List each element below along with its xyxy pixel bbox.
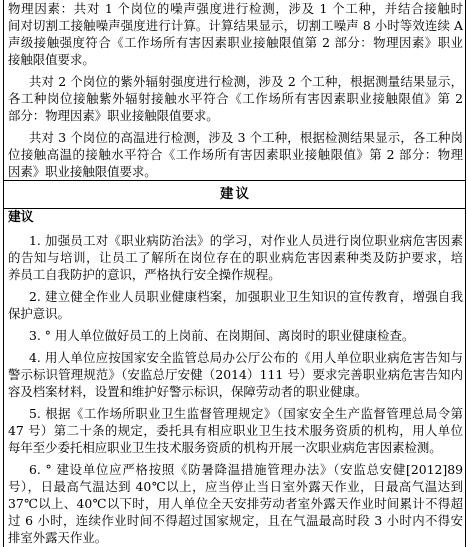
text-line: 间对切割工接触噪声强度进行计算。计算结果显示，切割工噪声 8 小时等效连续 A	[8, 18, 463, 33]
text-line: 1. 加强员工对《职业病防治法》的学习，对作业人员进行岗位职业病危害因素	[29, 233, 463, 248]
text-line: 每年至少委托相应职业卫生技术服务资质的机构开展一次职业病危害因素检测。	[8, 440, 442, 455]
suggestion-item	[8, 288, 463, 322]
text-line: 4. 用人单位应按国家安全监管总局办公厅公布的《用人单位职业病危害告知与	[29, 350, 463, 365]
text-line: 排室外露天作业。	[8, 530, 108, 545]
suggestion-item	[8, 327, 463, 344]
text-line: 3. ° 用人单位做好员工的上岗前、在岗期间、离岗时的职业健康检查。	[29, 328, 415, 343]
text-line: 共对 2 个岗位的紫外辐射强度进行检测，涉及 2 个工种，根据测量结果显示，	[29, 74, 463, 89]
text-line: 6. ° 建设单位应严格按照《防暑降温措施管理办法》（安监总安健[2012]89	[29, 462, 463, 477]
text-line: 接触限值要求。	[8, 52, 95, 67]
section-header: 建议	[4, 181, 465, 209]
text-line: 的告知与培训，让员工了解所在岗位存在的职业病危害因素种类及防护要求，培	[8, 250, 463, 265]
suggestion-item	[8, 349, 463, 400]
text-line: 容及档案材料，设置和维护好警示标识，保障劳动者的职业健康。	[8, 384, 368, 399]
text-line: 过 6 小时，连续作业时间不得超过国家规定，且在气温最高时段 3 小时内不得安	[8, 513, 463, 528]
text-line: 共对 3 个岗位的高温进行检测，涉及 3 个工种，根据检测结果显示，各工种岗	[29, 130, 463, 145]
suggestion-item	[8, 232, 463, 283]
text-line: 警示标识管理规范》（安监总厅安健（2014）111 号）要求完善职业病危害告知内	[8, 367, 463, 382]
text-line: 2. 建立健全作业人员职业健康档案，加强职业卫生知识的宣传教育，增强自我	[29, 289, 463, 304]
high-temperature-paragraph	[8, 129, 463, 180]
text-line: 物理因素：共对 1 个岗位的噪声强度进行检测，涉及 1 个工种，并结合接触时	[8, 1, 463, 16]
uv-radiation-paragraph	[8, 73, 463, 124]
suggestion-item	[8, 405, 463, 456]
text-line: 保护意识。	[8, 306, 70, 321]
text-line: 5. 根据《工作场所职业卫生监督管理规定》（国家安全生产监督管理总局令第	[29, 406, 463, 421]
suggestions-heading: 建议	[8, 210, 34, 225]
suggestions-cell	[4, 209, 465, 547]
physical-factors-cell	[4, 0, 465, 181]
text-line: 47 号）第二十条的规定，委托具有相应职业卫生技术服务资质的机构，用人单位	[8, 423, 463, 438]
report-table	[3, 0, 466, 547]
text-line: 号），日最高气温达到 40℃以上，应当停止当日室外露天作业，日最高气温达到	[8, 479, 463, 494]
suggestion-item	[8, 461, 463, 546]
text-line: 因素》职业接触限值要求。	[8, 164, 157, 179]
text-line: 养员工自我防护的意识，严格执行安全操作规程。	[8, 267, 281, 282]
text-line: 各工种岗位接触紫外辐射接触水平符合《工作场所有害因素职业接触限值》第 2	[8, 91, 463, 106]
text-line: 37℃以上、40℃以下时，用人单位全天安排劳动者室外露天作业时间累计不得超	[8, 496, 463, 511]
text-line: 位接触高温的接触水平符合《工作场所有害因素职业接触限值》第 2 部分：物理	[8, 147, 463, 162]
text-line: 声级接触强度符合《工作场所有害因素职业接触限值第 2 部分：物理因素》职业	[8, 35, 463, 50]
text-line: 部分：物理因素》职业接触限值要求。	[8, 108, 219, 123]
noise-paragraph	[8, 0, 463, 68]
